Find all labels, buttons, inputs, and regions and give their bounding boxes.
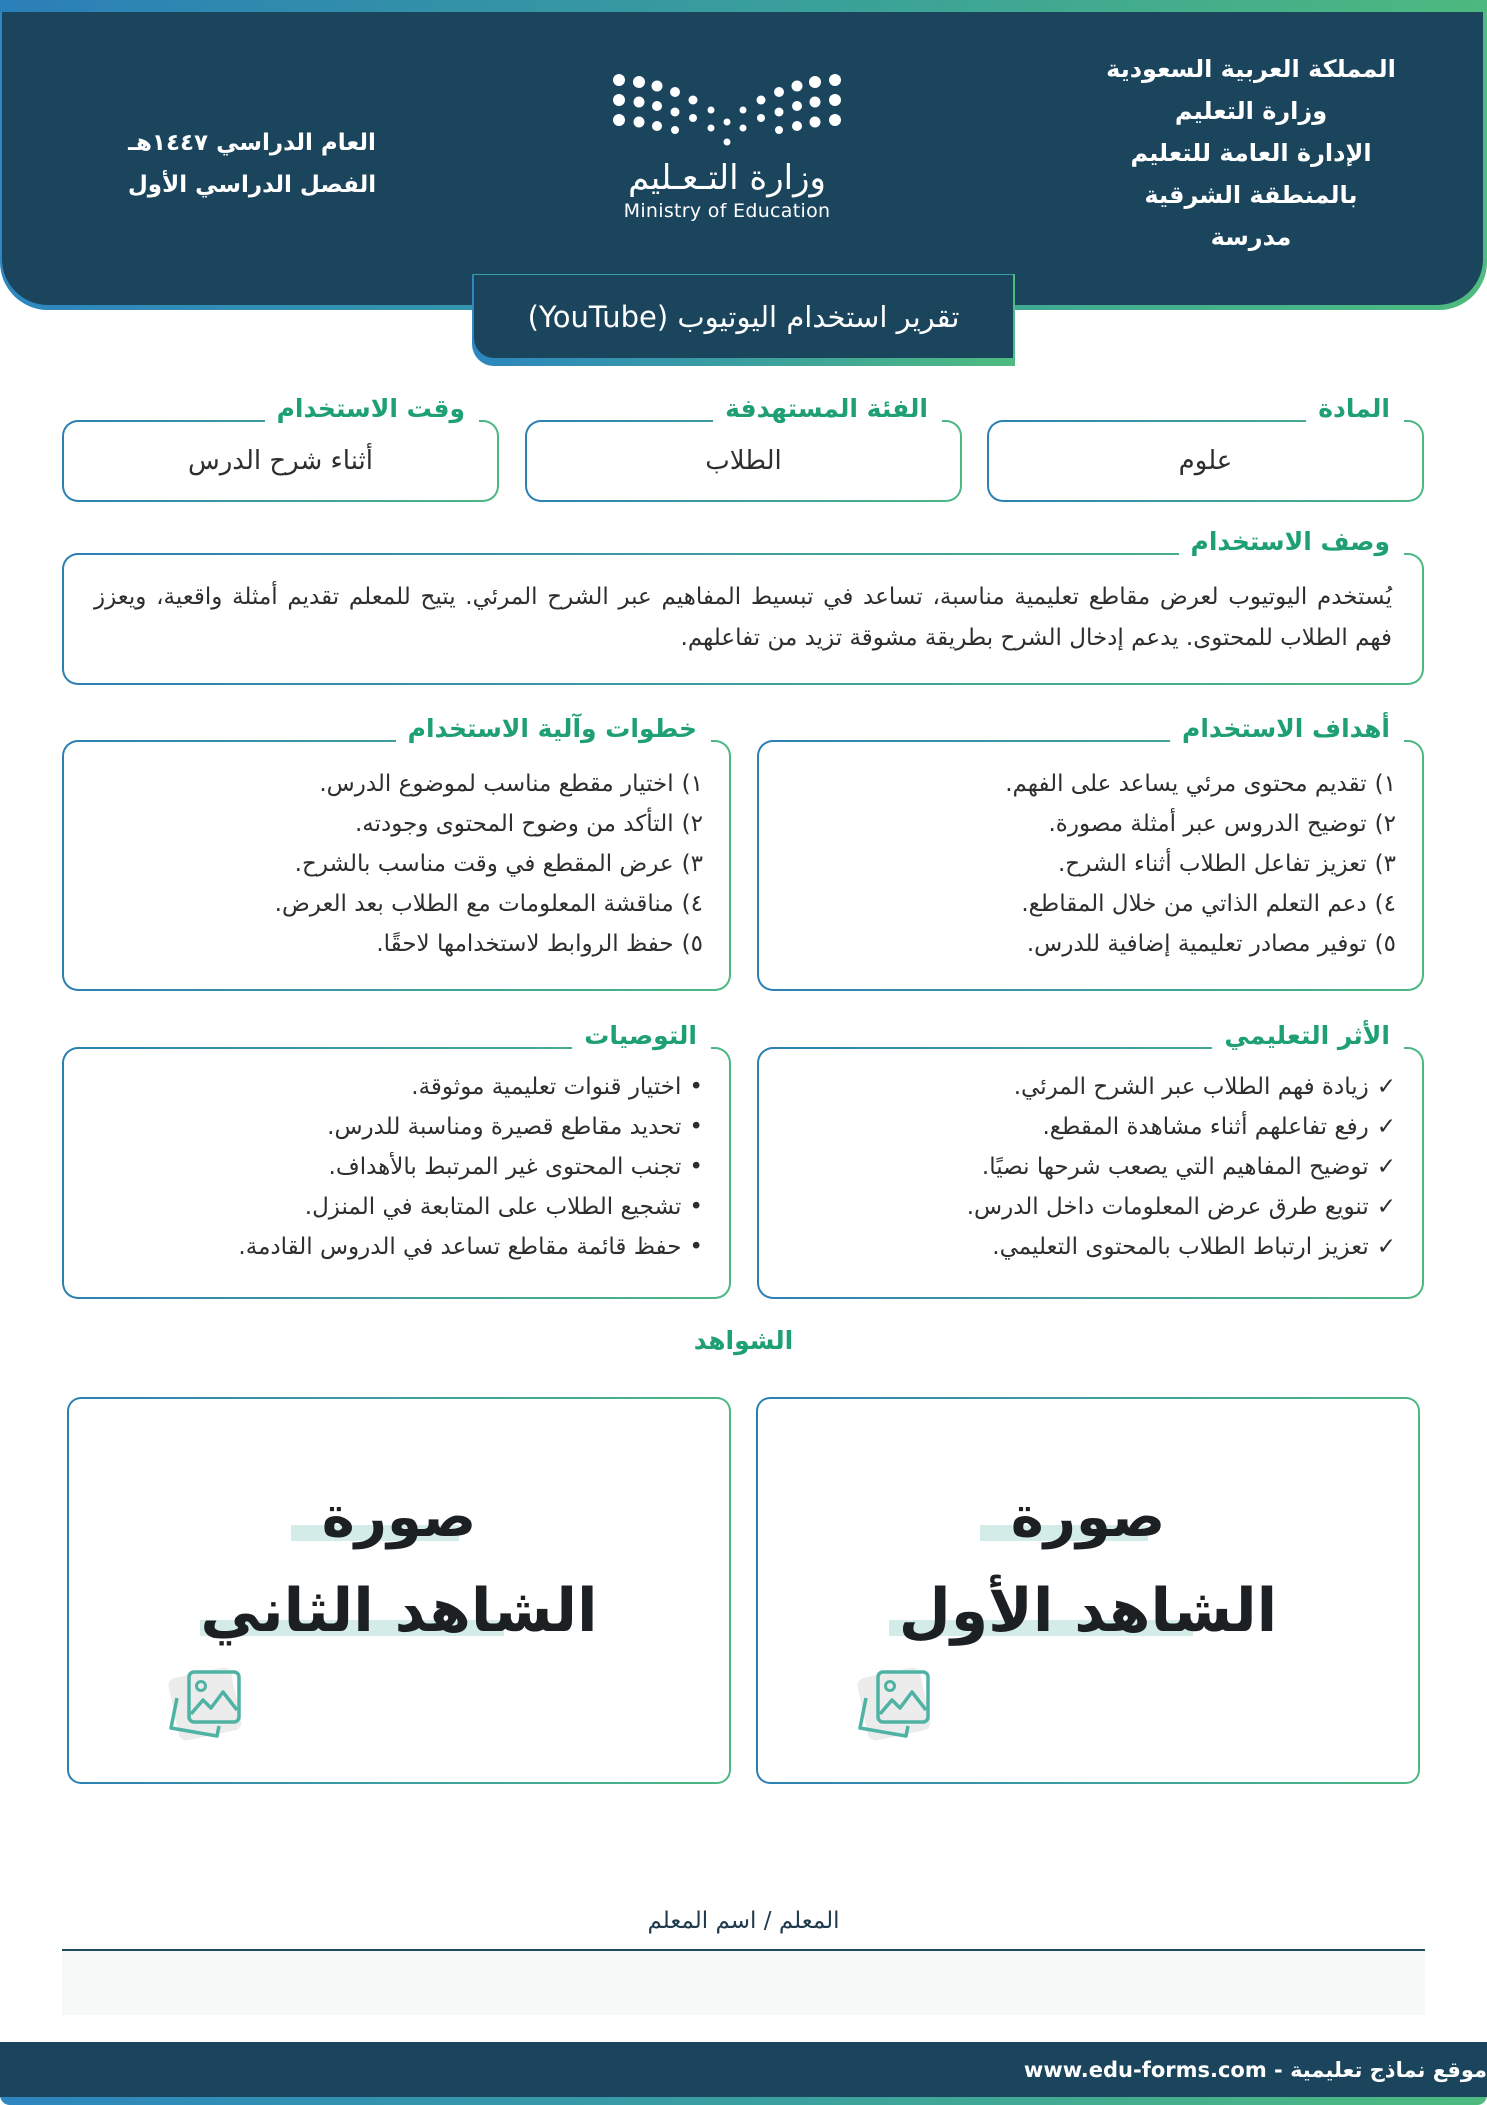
evidence-2-line2: الشاهد الثاني: [200, 1576, 598, 1646]
evidence-2-line1: صورة: [321, 1485, 477, 1550]
list-item-text[interactable]: زيادة فهم الطلاب عبر الشرح المرئي.: [1013, 1074, 1369, 1100]
list-item: [84, 1067, 703, 1107]
image-placeholder-icon: [165, 1664, 245, 1744]
steps-label: خطوات وآلية الاستخدام: [396, 712, 711, 746]
recommendations-list: [84, 1067, 703, 1267]
goals-label: أهداف الاستخدام: [1170, 712, 1404, 746]
description-box: [62, 527, 1424, 685]
list-item-text[interactable]: التأكد من وضوح المحتوى وجودته.: [354, 811, 674, 837]
header-academic-block: [112, 122, 392, 206]
list-item-text[interactable]: تقديم محتوى مرئي يساعد على الفهم.: [1005, 771, 1367, 797]
list-item: [779, 844, 1396, 884]
list-number: ٥): [1374, 931, 1396, 957]
school-name: مدرسة: [1210, 223, 1292, 251]
list-item: [84, 924, 703, 964]
list-item: [84, 804, 703, 844]
list-number: ٤): [681, 891, 703, 917]
field-target-group: [525, 394, 962, 502]
list-number: ١): [1374, 771, 1396, 797]
field-subject: [987, 394, 1424, 502]
evidence-section-title: الشواهد: [693, 1326, 794, 1355]
check-icon: ✓: [1376, 1114, 1396, 1140]
list-number: ٢): [681, 811, 703, 837]
directorate-name: الإدارة العامة للتعليم: [1130, 139, 1372, 167]
academic-year: العام الدراسي ١٤٤٧هـ: [128, 130, 376, 156]
teacher-label: المعلم / اسم المعلم: [647, 1908, 840, 1934]
description-label: وصف الاستخدام: [1179, 525, 1405, 559]
field-subject-label: المادة: [1306, 392, 1404, 426]
list-item: [84, 1107, 703, 1147]
list-item: [84, 844, 703, 884]
bullet-icon: •: [689, 1114, 703, 1140]
moe-dots-logo-icon: [611, 72, 843, 150]
evidence-photo-1[interactable]: [756, 1397, 1420, 1784]
list-item: [84, 1147, 703, 1187]
impact-list: [779, 1067, 1396, 1267]
check-icon: ✓: [1376, 1074, 1396, 1100]
list-item-text[interactable]: تعزيز تفاعل الطلاب أثناء الشرح.: [1057, 851, 1367, 877]
goals-box: [757, 714, 1424, 991]
ministry-logo: [607, 72, 847, 262]
field-usage-time-value[interactable]: أثناء شرح الدرس: [188, 446, 373, 476]
list-item: [779, 1187, 1396, 1227]
impact-label: الأثر التعليمي: [1212, 1019, 1404, 1053]
check-icon: ✓: [1376, 1194, 1396, 1220]
field-target-group-value[interactable]: الطلاب: [705, 446, 782, 476]
evidence-1-line2: الشاهد الأول: [898, 1576, 1278, 1646]
list-item-text[interactable]: رفع تفاعلهم أثناء مشاهدة المقطع.: [1042, 1114, 1369, 1140]
check-icon: ✓: [1376, 1154, 1396, 1180]
list-item: [84, 1187, 703, 1227]
check-icon: ✓: [1376, 1234, 1396, 1260]
list-item-text[interactable]: تحديد مقاطع قصيرة ومناسبة للدرس.: [327, 1114, 682, 1140]
list-number: ٤): [1374, 891, 1396, 917]
field-usage-time: [62, 394, 499, 502]
list-item: [84, 1227, 703, 1267]
list-item-text[interactable]: تجنب المحتوى غير المرتبط بالأهداف.: [328, 1154, 682, 1180]
recommendations-label: التوصيات: [572, 1019, 711, 1053]
image-placeholder-icon: [854, 1664, 934, 1744]
list-item: [779, 924, 1396, 964]
list-item-text[interactable]: تعزيز ارتباط الطلاب بالمحتوى التعليمي.: [992, 1234, 1369, 1260]
region-name: بالمنطقة الشرقية: [1144, 181, 1358, 209]
list-item-text[interactable]: توضيح المفاهيم التي يصعب شرحها نصيًا.: [981, 1154, 1369, 1180]
list-item: [84, 764, 703, 804]
list-number: ٣): [1374, 851, 1396, 877]
header: [2, 12, 1483, 305]
list-item-text[interactable]: حفظ الروابط لاستخدامها لاحقًا.: [376, 931, 674, 957]
field-usage-time-label: وقت الاستخدام: [265, 392, 479, 426]
country-name: المملكة العربية السعودية: [1106, 55, 1396, 83]
list-item: [779, 1067, 1396, 1107]
list-item: [84, 884, 703, 924]
impact-box: [757, 1021, 1424, 1299]
list-item: [779, 884, 1396, 924]
recommendations-box: [62, 1021, 731, 1299]
list-item: [779, 1107, 1396, 1147]
bullet-icon: •: [689, 1194, 703, 1220]
bullet-icon: •: [689, 1154, 703, 1180]
footer-website-text[interactable]: موقع نماذج تعليمية - www.edu-forms.com: [1023, 2057, 1487, 2082]
report-title: [474, 274, 1013, 358]
list-number: ٣): [681, 851, 703, 877]
bullet-icon: •: [689, 1074, 703, 1100]
teacher-signature-field[interactable]: [62, 1951, 1425, 2015]
list-number: ٥): [681, 931, 703, 957]
ministry-name: وزارة التعليم: [1174, 97, 1328, 125]
steps-list: [84, 764, 703, 964]
list-item: [779, 764, 1396, 804]
evidence-1-line1: صورة: [1010, 1485, 1166, 1550]
footer: [0, 2042, 1487, 2105]
list-item-text[interactable]: عرض المقطع في وقت مناسب بالشرح.: [294, 851, 674, 877]
bullet-icon: •: [689, 1234, 703, 1260]
semester: الفصل الدراسي الأول: [127, 172, 377, 198]
list-item-text[interactable]: اختيار قنوات تعليمية موثوقة.: [411, 1074, 682, 1100]
description-text[interactable]: يُستخدم اليوتيوب لعرض مقاطع تعليمية مناسبة، تساعد في تبسيط المفاهيم عبر الشرح المرئي. يتيح للمعلم تقديم أمثلة واقعية، ويعزز فهم الطلاب للمحتوى. يدعم إدخال الشرح بطريقة مشوقة تزيد من تفاعلهم.: [94, 584, 1392, 651]
header-institution-block: [1101, 48, 1401, 258]
list-item-text[interactable]: توضيح الدروس عبر أمثلة مصورة.: [1048, 811, 1367, 837]
field-subject-value[interactable]: علوم: [1178, 446, 1233, 476]
list-item: [779, 804, 1396, 844]
logo-arabic-text: وزارة التـعـليم: [628, 158, 826, 198]
steps-box: [62, 714, 731, 991]
list-item-text[interactable]: حفظ قائمة مقاطع تساعد في الدروس القادمة.: [238, 1234, 682, 1260]
list-item-text[interactable]: تشجيع الطلاب على المتابعة في المنزل.: [304, 1194, 682, 1220]
list-number: ٢): [1374, 811, 1396, 837]
list-item-text[interactable]: توفير مصادر تعليمية إضافية للدرس.: [1026, 931, 1367, 957]
list-item-text[interactable]: اختيار مقطع مناسب لموضوع الدرس.: [319, 771, 674, 797]
list-number: ١): [681, 771, 703, 797]
evidence-photo-2[interactable]: [67, 1397, 731, 1784]
list-item: [779, 1227, 1396, 1267]
field-target-group-label: الفئة المستهدفة: [713, 392, 942, 426]
logo-english-text: Ministry of Education: [623, 200, 831, 222]
list-item: [779, 1147, 1396, 1187]
report-title-text: تقرير استخدام اليوتيوب (YouTube): [527, 299, 960, 334]
list-item-text[interactable]: دعم التعلم الذاتي من خلال المقاطع.: [1021, 891, 1367, 917]
list-item-text[interactable]: مناقشة المعلومات مع الطلاب بعد العرض.: [274, 891, 674, 917]
list-item-text[interactable]: تنويع طرق عرض المعلومات داخل الدرس.: [966, 1194, 1369, 1220]
goals-list: [779, 764, 1396, 964]
